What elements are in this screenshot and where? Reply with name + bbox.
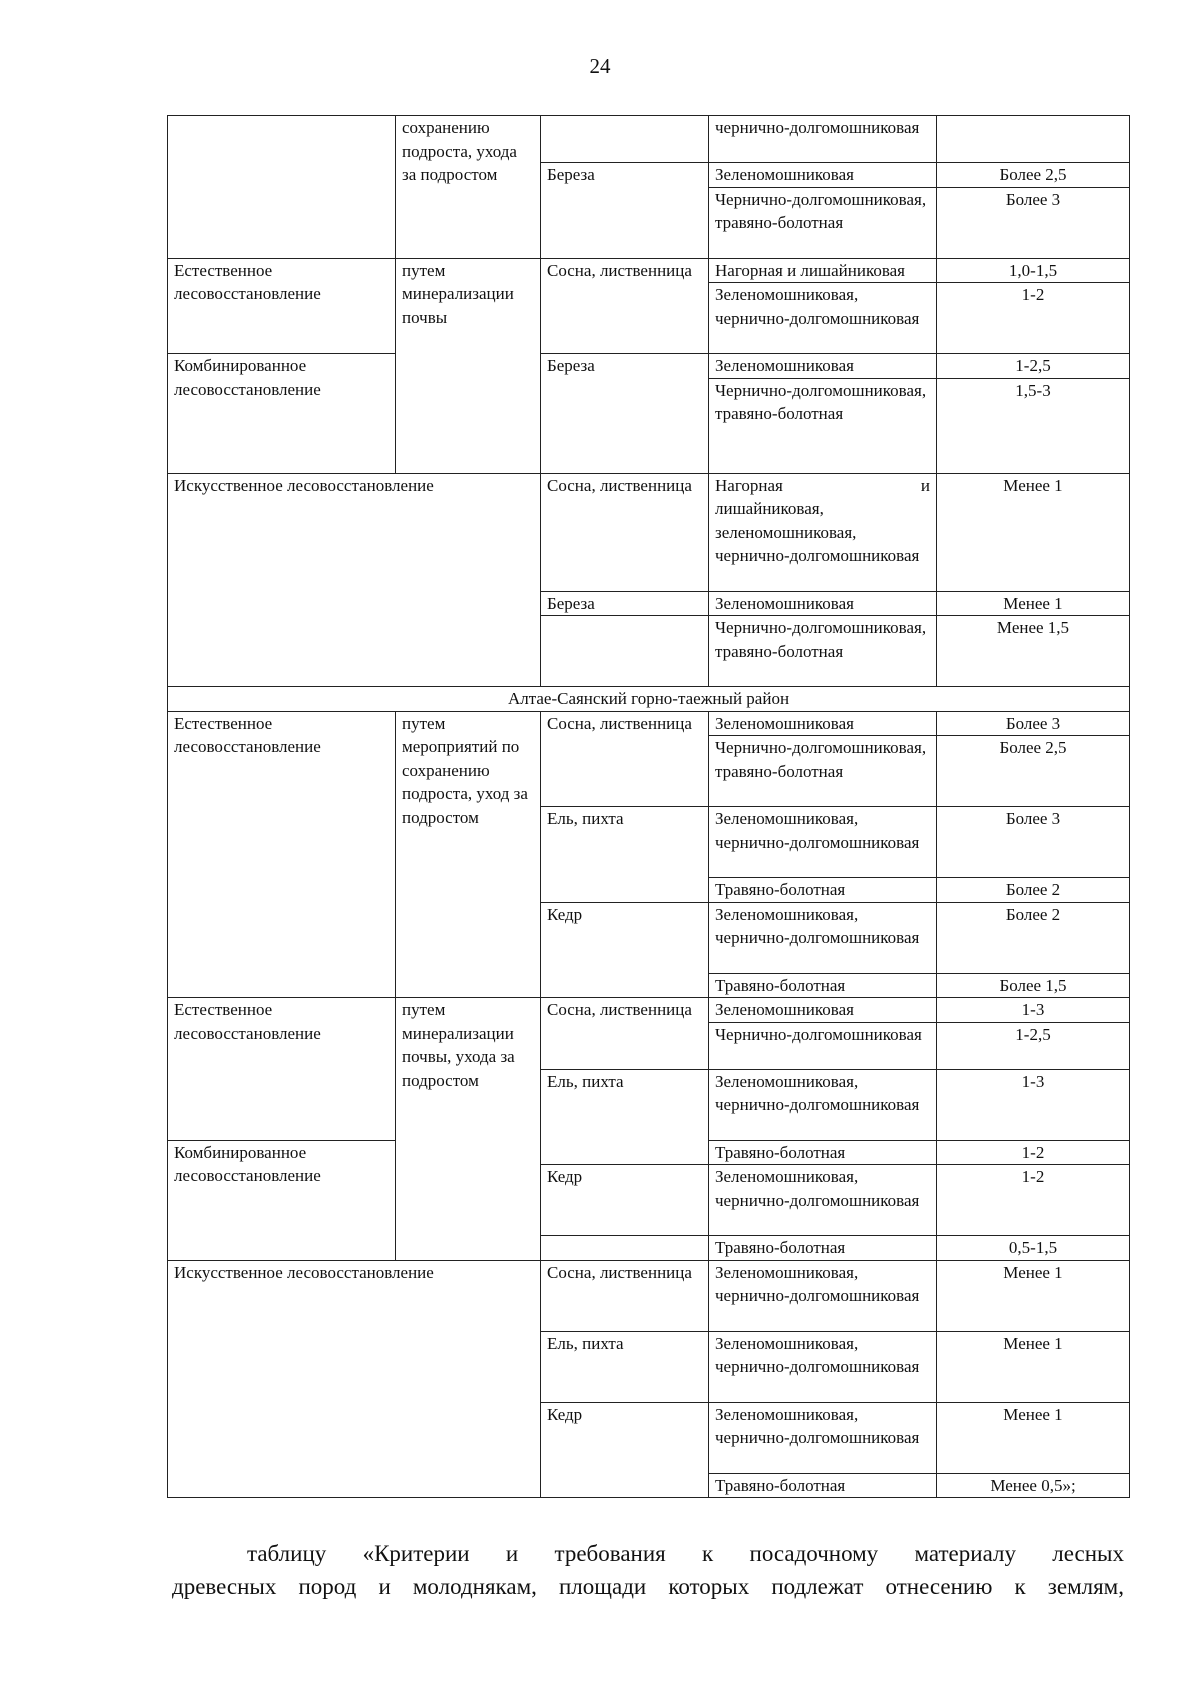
value-cell: Менее 1 [937,1402,1130,1473]
method-cell: Искусственное лесовосстановление [168,473,541,687]
forest-type-cell: Зеленомошниковая, чернично-долгомошниковая [709,1260,937,1331]
species-cell: Кедр [541,902,709,998]
species-cell: Сосна, лиственница [541,1260,709,1331]
value-cell: Более 2 [937,902,1130,973]
forest-type-cell: Зеленомошниковая [709,591,937,616]
table-row [168,354,1130,379]
forest-type-cell: Чернично-долгомошниковая [709,1022,937,1069]
method-cell: Комбинированное лесовосстановление [168,1140,396,1260]
value-cell: Менее 1 [937,1260,1130,1331]
forest-type-cell: Травяно-болотная [709,1473,937,1498]
species-cell: Кедр [541,1402,709,1498]
forest-type-cell: Зеленомошниковая, чернично-долгомошниковая [709,1165,937,1236]
method-cell: Естественное лесовосстановление [168,998,396,1141]
forest-type-cell: Зеленомошниковая [709,998,937,1023]
species-cell: Кедр [541,1165,709,1236]
forest-type-cell: Чернично-долгомошниковая, травяно-болотная [709,378,937,473]
region-title: Алтае-Саянский горно-таежный район [168,687,1130,712]
value-cell: 1-3 [937,998,1130,1023]
species-cell: Ель, пихта [541,1331,709,1402]
forest-type-cell: Зеленомошниковая [709,711,937,736]
forest-type-cell: Травяно-болотная [709,1140,937,1165]
forest-type-cell: Чернично-долгомошниковая, травяно-болотная [709,616,937,687]
value-cell: Менее 1,5 [937,616,1130,687]
species-cell: Сосна, лиственница [541,998,709,1070]
method-cell: Естественное лесовосстановление [168,258,396,354]
technique-cell: путем мероприятий по сохранению подроста, уход за подростом [396,711,541,998]
species-cell [541,116,709,163]
species-cell: Ель, пихта [541,807,709,903]
method-cell: Комбинированное лесовосстановление [168,354,396,474]
value-cell: 1,0-1,5 [937,258,1130,283]
species-cell [541,1236,709,1261]
value-cell: 0,5-1,5 [937,1236,1130,1261]
technique-cell: сохранению подроста, ухода за подростом [396,116,541,259]
forest-type-line: Нагорная и [715,475,930,495]
value-cell: 1,5-3 [937,378,1130,473]
forest-type-rest: лишайниковая, зеленомошниковая, чернично-долгомошниковая [715,499,920,565]
value-cell: Более 2 [937,878,1130,903]
technique-cell: путем минерализации почвы [396,258,541,473]
forest-type-cell: чернично-долгомошниковая [709,116,937,163]
forest-type-cell: Травяно-болотная [709,878,937,903]
page-number: 24 [589,54,611,78]
species-cell: Сосна, лиственница [541,711,709,807]
value-cell: Более 2,5 [937,163,1130,188]
forest-type-cell: Нагорная и лишайниковая [709,258,937,283]
value-cell: Более 1,5 [937,973,1130,998]
value-cell: Менее 1 [937,591,1130,616]
forest-type-cell: Зеленомошниковая [709,354,937,379]
value-cell: 1-3 [937,1069,1130,1140]
species-cell: Ель, пихта [541,1069,709,1165]
value-cell: Более 2,5 [937,736,1130,807]
paragraph-line-1: таблицу «Критерии и требования к посадочному материалу лесных [247,1541,1124,1566]
forest-type-cell: Зеленомошниковая, чернично-долгомошниковая [709,283,937,354]
paragraph-line-2: древесных пород и молоднякам, площади которых подлежат отнесению к землям, [172,1574,1124,1599]
method-cell: Искусственное лесовосстановление [168,1260,541,1498]
value-cell: Более 3 [937,807,1130,878]
value-cell: 1-2,5 [937,354,1130,379]
method-cell [168,116,396,259]
criteria-table [167,115,1130,1498]
value-cell: 1-2 [937,1140,1130,1165]
value-cell: Более 3 [937,187,1130,258]
value-cell: Менее 1 [937,473,1130,591]
forest-type-cell: Зеленомошниковая, чернично-долгомошниковая [709,1331,937,1402]
forest-type-cell: Зеленомошниковая, чернично-долгомошниковая [709,807,937,878]
value-cell: 1-2,5 [937,1022,1130,1069]
forest-type-cell: Чернично-долгомошниковая, травяно-болотная [709,736,937,807]
table-row [168,116,1130,163]
table-row [168,711,1130,736]
forest-type-cell: Травяно-болотная [709,973,937,998]
table-row [168,998,1130,1023]
region-row [168,687,1130,712]
table-row [168,1260,1130,1331]
forest-type-cell: Травяно-болотная [709,1236,937,1261]
forest-type-cell: Зеленомошниковая [709,163,937,188]
species-cell: Береза [541,163,709,259]
forest-type-cell: Зеленомошниковая, чернично-долгомошниковая [709,902,937,973]
forest-type-cell: Чернично-долгомошниковая, травяно-болотная [709,187,937,258]
species-cell [541,616,709,687]
species-cell: Береза [541,591,709,616]
value-cell: 1-2 [937,1165,1130,1236]
forest-type-cell [709,473,937,591]
value-cell: Более 3 [937,711,1130,736]
method-cell: Естественное лесовосстановление [168,711,396,998]
table-row [168,258,1130,283]
species-cell: Сосна, лиственница [541,473,709,591]
forest-type-cell: Зеленомошниковая, чернично-долгомошниковая [709,1402,937,1473]
forest-type-cell: Зеленомошниковая, чернично-долгомошниковая [709,1069,937,1140]
technique-cell: путем минерализации почвы, ухода за подростом [396,998,541,1261]
species-cell: Сосна, лиственница [541,258,709,354]
value-cell: Менее 0,5»; [937,1473,1130,1498]
value-cell: 1-2 [937,283,1130,354]
species-cell: Береза [541,354,709,474]
value-cell: Менее 1 [937,1331,1130,1402]
table-row [168,473,1130,591]
value-cell [937,116,1130,163]
